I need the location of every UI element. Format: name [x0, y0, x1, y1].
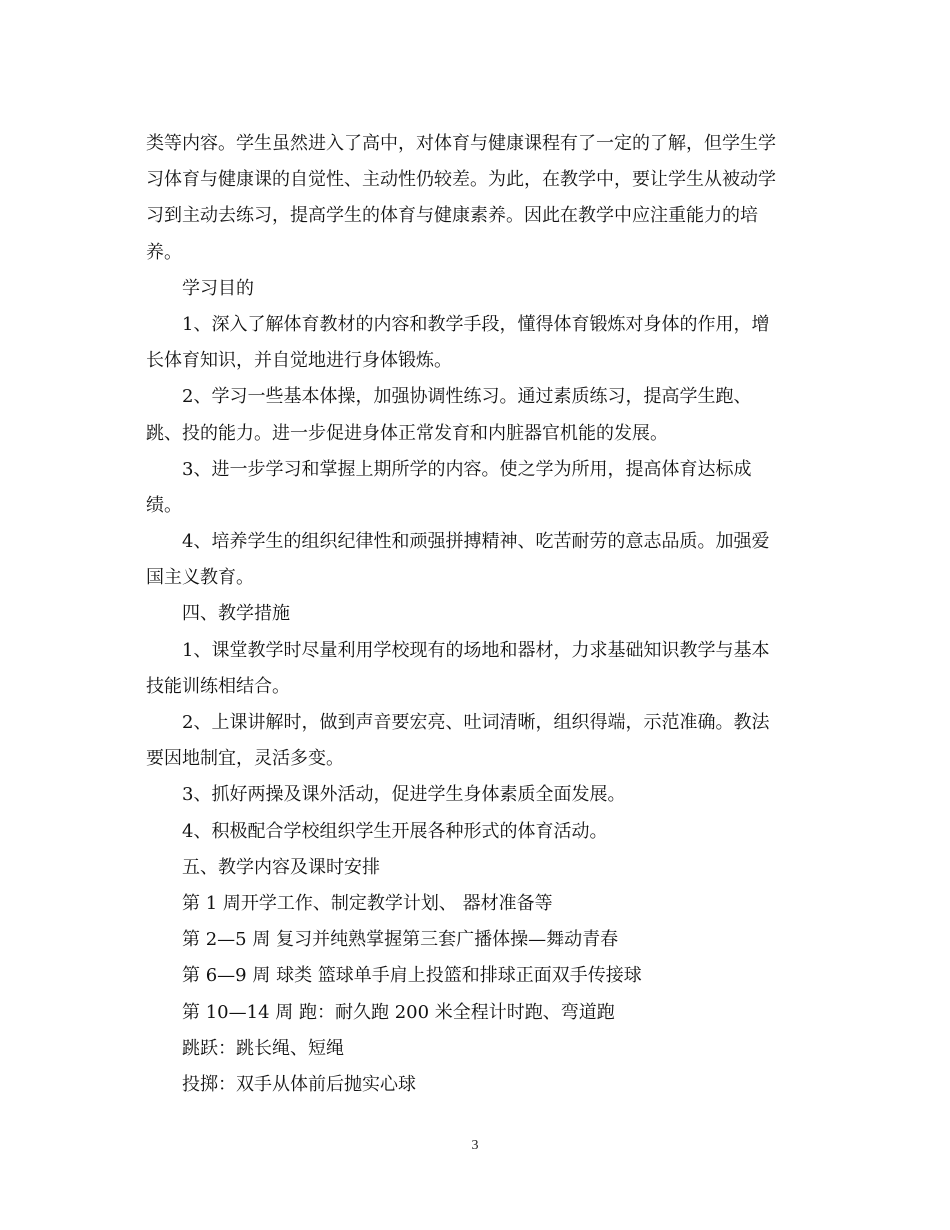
text-line: 要因地制宜，灵活多变。 — [146, 748, 344, 770]
text-line: 习到主动去练习，提高学生的体育与健康素养。因此在教学中应注重能力的培 — [146, 205, 758, 227]
text-line: 养。 — [146, 241, 182, 263]
text-line: 第 10—14 周 跑：耐久跑 200 米全程计时跑、弯道跑 — [182, 1001, 615, 1023]
text-line: 五、教学内容及课时安排 — [182, 856, 380, 878]
text-line: 3、抓好两操及课外活动，促进学生身体素质全面发展。 — [182, 784, 626, 806]
text-line: 1、课堂教学时尽量利用学校现有的场地和器材，力求基础知识教学与基本 — [182, 639, 770, 661]
text-line: 四、教学措施 — [182, 603, 290, 625]
text-line: 4、培养学生的组织纪律性和顽强拼搏精神、吃苦耐劳的意志品质。加强爱 — [182, 531, 770, 553]
text-line: 类等内容。学生虽然进入了高中，对体育与健康课程有了一定的了解，但学生学 — [146, 133, 776, 154]
text-line: 2、学习一些基本体操，加强协调性练习。通过素质练习，提高学生跑、 — [182, 386, 752, 408]
text-line: 绩。 — [146, 494, 182, 516]
page-number: 3 — [471, 1138, 479, 1153]
text-line: 第 6—9 周 球类 篮球单手肩上投篮和排球正面双手传接球 — [182, 965, 642, 987]
text-line: 习体育与健康课的自觉性、主动性仍较差。为此，在教学中，要让学生从被动学 — [146, 169, 776, 191]
text-line: 1、深入了解体育教材的内容和教学手段，懂得体育锻炼对身体的作用，增 — [182, 313, 770, 335]
text-line: 2、上课讲解时，做到声音要宏亮、吐词清晰，组织得端，示范准确。教法 — [182, 712, 770, 733]
text-line: 4、积极配合学校组织学生开展各种形式的体育活动。 — [182, 820, 608, 842]
text-line: 技能训练相结合。 — [146, 675, 290, 697]
text-line: 第 2—5 周 复习并纯熟掌握第三套广播体操—舞动青春 — [182, 929, 619, 951]
text-line: 投掷：双手从体前后抛实心球 — [182, 1073, 416, 1095]
document-body — [146, 126, 806, 1103]
text-line: 跳、投的能力。进一步促进身体正常发育和内脏器官机能的发展。 — [146, 422, 668, 444]
text-line: 国主义教育。 — [146, 567, 254, 589]
text-line: 第 1 周开学工作、制定教学计划、 器材准备等 — [182, 892, 553, 914]
text-line: 跳跃：跳长绳、短绳 — [182, 1037, 344, 1059]
text-line: 学习目的 — [182, 277, 254, 299]
text-line: 长体育知识，并自觉地进行身体锻炼。 — [146, 350, 452, 372]
text-line: 3、进一步学习和掌握上期所学的内容。使之学为所用，提高体育达标成 — [182, 458, 752, 480]
